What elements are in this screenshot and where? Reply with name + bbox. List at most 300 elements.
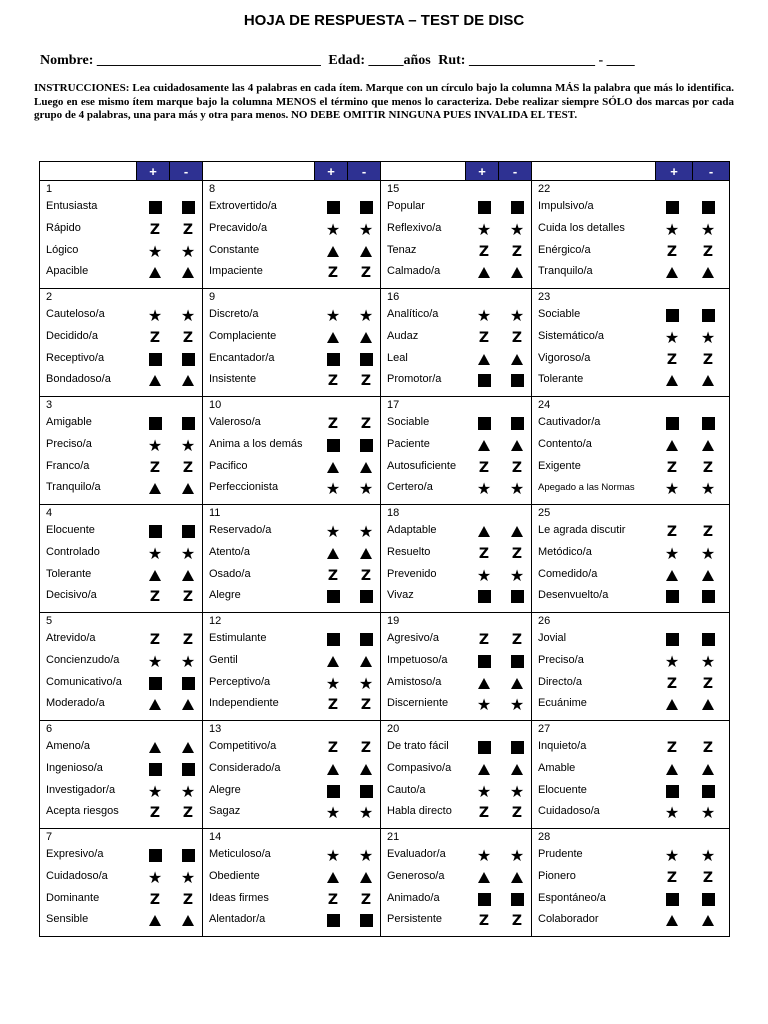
minus-square-icon[interactable] (509, 199, 525, 216)
minus-z-icon[interactable] (180, 891, 196, 908)
minus-square-icon[interactable] (180, 761, 196, 778)
minus-square-icon[interactable] (180, 847, 196, 864)
minus-star-icon[interactable] (700, 804, 716, 821)
plus-star-icon[interactable] (325, 523, 341, 540)
triangle-icon (182, 375, 194, 386)
plus-triangle-icon[interactable] (147, 372, 163, 389)
minus-star-icon[interactable] (509, 783, 525, 800)
minus-star-icon[interactable] (509, 567, 525, 584)
minus-z-icon[interactable] (509, 912, 525, 929)
minus-star-icon[interactable] (700, 653, 716, 670)
item-block-content (40, 613, 202, 720)
plus-triangle-icon[interactable] (664, 264, 680, 281)
plus-triangle-icon[interactable] (476, 264, 492, 281)
word-label: Franco/a (46, 460, 90, 472)
item-block (381, 289, 532, 397)
minus-square-icon[interactable] (180, 199, 196, 216)
minus-z-icon[interactable] (509, 329, 525, 346)
plus-star-icon[interactable] (476, 696, 492, 713)
square-icon (149, 525, 162, 538)
minus-star-icon[interactable] (180, 307, 196, 324)
minus-square-icon[interactable] (180, 523, 196, 540)
minus-square-icon[interactable] (700, 783, 716, 800)
minus-star-icon[interactable] (180, 545, 196, 562)
plus-star-icon[interactable] (476, 783, 492, 800)
plus-z-icon[interactable] (147, 588, 163, 605)
word-option (381, 651, 531, 672)
column-header-minus: - (693, 162, 730, 181)
minus-star-icon[interactable] (700, 329, 716, 346)
word-option (203, 845, 380, 866)
plus-triangle-icon[interactable] (147, 739, 163, 756)
minus-square-icon[interactable] (700, 891, 716, 908)
minus-star-icon[interactable] (509, 847, 525, 864)
star-icon: ★ (509, 781, 525, 801)
word-label: Desenvuelto/a (538, 589, 609, 601)
triangle-icon (702, 375, 714, 386)
rut-field[interactable]: Rut: __________________ - ____ (438, 53, 635, 68)
plus-square-icon[interactable] (147, 847, 163, 864)
plus-star-icon[interactable] (325, 480, 341, 497)
plus-triangle-icon[interactable] (476, 869, 492, 886)
word-option (40, 349, 202, 370)
item-block-content (381, 613, 531, 720)
plus-star-icon[interactable] (147, 783, 163, 800)
plus-triangle-icon[interactable] (147, 264, 163, 281)
minus-square-icon[interactable] (358, 199, 374, 216)
plus-z-icon[interactable] (664, 739, 680, 756)
plus-triangle-icon[interactable] (476, 761, 492, 778)
word-option (40, 737, 202, 758)
minus-triangle-icon[interactable] (509, 869, 525, 886)
minus-star-icon[interactable] (180, 653, 196, 670)
plus-triangle-icon[interactable] (147, 912, 163, 929)
minus-z-icon[interactable] (509, 631, 525, 648)
star-icon: ★ (325, 521, 341, 541)
z-icon: Z (511, 243, 523, 260)
minus-star-icon[interactable] (358, 675, 374, 692)
plus-z-icon[interactable] (664, 523, 680, 540)
plus-z-icon[interactable] (476, 243, 492, 260)
plus-triangle-icon[interactable] (664, 761, 680, 778)
minus-star-icon[interactable] (509, 307, 525, 324)
word-option (203, 241, 380, 262)
plus-z-icon[interactable] (476, 631, 492, 648)
minus-z-icon[interactable] (358, 415, 374, 432)
minus-triangle-icon[interactable] (700, 912, 716, 929)
minus-z-icon[interactable] (700, 675, 716, 692)
minus-square-icon[interactable] (509, 653, 525, 670)
minus-z-icon[interactable] (358, 891, 374, 908)
minus-triangle-icon[interactable] (509, 675, 525, 692)
plus-triangle-icon[interactable] (664, 696, 680, 713)
plus-star-icon[interactable] (664, 480, 680, 497)
plus-z-icon[interactable] (147, 891, 163, 908)
plus-triangle-icon[interactable] (147, 696, 163, 713)
minus-square-icon[interactable] (358, 783, 374, 800)
minus-star-icon[interactable] (700, 221, 716, 238)
plus-triangle-icon[interactable] (325, 869, 341, 886)
plus-square-icon[interactable] (664, 307, 680, 324)
word-option (532, 521, 729, 542)
item-number: 18 (387, 507, 400, 519)
star-icon: ★ (180, 651, 196, 671)
square-icon (666, 201, 679, 214)
plus-square-icon[interactable] (325, 588, 341, 605)
minus-z-icon[interactable] (509, 804, 525, 821)
minus-star-icon[interactable] (358, 307, 374, 324)
minus-triangle-icon[interactable] (358, 869, 374, 886)
minus-triangle-icon[interactable] (700, 264, 716, 281)
item-row-group (40, 181, 730, 289)
minus-star-icon[interactable] (509, 221, 525, 238)
item-block (381, 505, 532, 613)
plus-square-icon[interactable] (664, 588, 680, 605)
minus-square-icon[interactable] (509, 739, 525, 756)
word-label: Promotor/a (387, 373, 442, 385)
plus-z-icon[interactable] (664, 351, 680, 368)
plus-z-icon[interactable] (664, 675, 680, 692)
star-icon: ★ (180, 241, 196, 261)
plus-star-icon[interactable] (325, 221, 341, 238)
plus-triangle-icon[interactable] (325, 653, 341, 670)
plus-triangle-icon[interactable] (147, 480, 163, 497)
minus-triangle-icon[interactable] (509, 523, 525, 540)
item-block-content (381, 721, 531, 828)
star-icon: ★ (664, 478, 680, 498)
minus-triangle-icon[interactable] (180, 480, 196, 497)
minus-square-icon[interactable] (358, 631, 374, 648)
minus-square-icon[interactable] (700, 588, 716, 605)
plus-triangle-icon[interactable] (325, 243, 341, 260)
minus-square-icon[interactable] (358, 351, 374, 368)
word-option (40, 673, 202, 694)
minus-z-icon[interactable] (700, 243, 716, 260)
plus-z-icon[interactable] (476, 459, 492, 476)
minus-square-icon[interactable] (358, 588, 374, 605)
triangle-icon (666, 375, 678, 386)
word-label: Atento/a (209, 546, 250, 558)
minus-z-icon[interactable] (358, 372, 374, 389)
plus-square-icon[interactable] (147, 351, 163, 368)
minus-star-icon[interactable] (509, 696, 525, 713)
plus-z-icon[interactable] (325, 415, 341, 432)
word-label: Lógico (46, 244, 79, 256)
plus-z-icon[interactable] (476, 804, 492, 821)
word-label: Apegado a las Normas (538, 482, 635, 493)
plus-star-icon[interactable] (476, 307, 492, 324)
plus-triangle-icon[interactable] (664, 372, 680, 389)
minus-z-icon[interactable] (180, 588, 196, 605)
plus-triangle-icon[interactable] (325, 545, 341, 562)
plus-square-icon[interactable] (147, 675, 163, 692)
plus-star-icon[interactable] (147, 437, 163, 454)
plus-square-icon[interactable] (476, 588, 492, 605)
minus-square-icon[interactable] (180, 415, 196, 432)
word-option (40, 629, 202, 650)
plus-square-icon[interactable] (147, 199, 163, 216)
minus-square-icon[interactable] (180, 351, 196, 368)
plus-z-icon[interactable] (325, 739, 341, 756)
minus-triangle-icon[interactable] (700, 372, 716, 389)
plus-square-icon[interactable] (325, 912, 341, 929)
plus-square-icon[interactable] (664, 783, 680, 800)
minus-z-icon[interactable] (509, 243, 525, 260)
minus-z-icon[interactable] (700, 351, 716, 368)
minus-z-icon[interactable] (358, 264, 374, 281)
minus-star-icon[interactable] (358, 523, 374, 540)
plus-z-icon[interactable] (325, 372, 341, 389)
plus-star-icon[interactable] (147, 545, 163, 562)
column-header-plus: + (466, 162, 499, 181)
minus-z-icon[interactable] (180, 329, 196, 346)
plus-z-icon[interactable] (325, 891, 341, 908)
minus-star-icon[interactable] (180, 243, 196, 260)
plus-star-icon[interactable] (476, 480, 492, 497)
minus-triangle-icon[interactable] (509, 264, 525, 281)
plus-star-icon[interactable] (664, 545, 680, 562)
answer-grid (39, 161, 730, 937)
plus-star-icon[interactable] (664, 804, 680, 821)
plus-star-icon[interactable] (476, 567, 492, 584)
minus-triangle-icon[interactable] (509, 761, 525, 778)
z-icon: Z (511, 459, 523, 476)
word-label: Certero/a (387, 481, 433, 493)
minus-square-icon[interactable] (700, 415, 716, 432)
star-icon: ★ (700, 219, 716, 239)
minus-z-icon[interactable] (700, 739, 716, 756)
star-icon: ★ (509, 845, 525, 865)
triangle-icon (149, 699, 161, 710)
item-number: 6 (46, 723, 53, 735)
minus-star-icon[interactable] (358, 480, 374, 497)
word-label: Cuida los detalles (538, 222, 625, 234)
minus-triangle-icon[interactable] (358, 545, 374, 562)
minus-triangle-icon[interactable] (358, 243, 374, 260)
minus-triangle-icon[interactable] (180, 912, 196, 929)
plus-star-icon[interactable] (664, 329, 680, 346)
plus-z-icon[interactable] (664, 869, 680, 886)
minus-square-icon[interactable] (180, 675, 196, 692)
minus-z-icon[interactable] (180, 631, 196, 648)
plus-z-icon[interactable] (325, 264, 341, 281)
plus-square-icon[interactable] (476, 739, 492, 756)
word-label: Colaborador (538, 913, 599, 925)
plus-triangle-icon[interactable] (325, 329, 341, 346)
square-icon (478, 417, 491, 430)
plus-square-icon[interactable] (325, 199, 341, 216)
z-icon: Z (360, 264, 372, 281)
minus-star-icon[interactable] (700, 480, 716, 497)
plus-triangle-icon[interactable] (664, 912, 680, 929)
plus-square-icon[interactable] (476, 891, 492, 908)
plus-triangle-icon[interactable] (476, 523, 492, 540)
z-icon: Z (360, 415, 372, 432)
minus-star-icon[interactable] (358, 221, 374, 238)
plus-z-icon[interactable] (476, 545, 492, 562)
triangle-icon (511, 440, 523, 451)
minus-square-icon[interactable] (700, 307, 716, 324)
minus-square-icon[interactable] (700, 631, 716, 648)
minus-square-icon[interactable] (700, 199, 716, 216)
plus-square-icon[interactable] (325, 783, 341, 800)
plus-z-icon[interactable] (476, 912, 492, 929)
column-header-plus: + (315, 162, 348, 181)
minus-z-icon[interactable] (358, 696, 374, 713)
plus-z-icon[interactable] (147, 631, 163, 648)
minus-triangle-icon[interactable] (180, 567, 196, 584)
minus-z-icon[interactable] (700, 869, 716, 886)
plus-z-icon[interactable] (476, 329, 492, 346)
triangle-icon (149, 483, 161, 494)
plus-square-icon[interactable] (476, 415, 492, 432)
word-label: Leal (387, 352, 408, 364)
plus-square-icon[interactable] (476, 372, 492, 389)
plus-triangle-icon[interactable] (325, 761, 341, 778)
minus-triangle-icon[interactable] (700, 437, 716, 454)
plus-star-icon[interactable] (325, 675, 341, 692)
square-icon (327, 785, 340, 798)
plus-triangle-icon[interactable] (664, 567, 680, 584)
minus-triangle-icon[interactable] (180, 264, 196, 281)
plus-square-icon[interactable] (664, 199, 680, 216)
minus-triangle-icon[interactable] (358, 459, 374, 476)
nombre-field[interactable]: Nombre: ________________________________ (40, 53, 321, 68)
plus-square-icon[interactable] (664, 631, 680, 648)
minus-triangle-icon[interactable] (700, 696, 716, 713)
minus-triangle-icon[interactable] (700, 761, 716, 778)
plus-square-icon[interactable] (325, 437, 341, 454)
minus-square-icon[interactable] (358, 912, 374, 929)
minus-triangle-icon[interactable] (180, 739, 196, 756)
plus-star-icon[interactable] (325, 847, 341, 864)
plus-square-icon[interactable] (664, 891, 680, 908)
plus-z-icon[interactable] (147, 459, 163, 476)
word-option (532, 349, 729, 370)
plus-star-icon[interactable] (325, 804, 341, 821)
plus-square-icon[interactable] (147, 761, 163, 778)
minus-triangle-icon[interactable] (180, 696, 196, 713)
minus-star-icon[interactable] (700, 545, 716, 562)
plus-star-icon[interactable] (476, 847, 492, 864)
plus-star-icon[interactable] (147, 243, 163, 260)
item-row-group (40, 397, 730, 505)
plus-square-icon[interactable] (147, 415, 163, 432)
triangle-icon (666, 764, 678, 775)
plus-star-icon[interactable] (147, 869, 163, 886)
plus-star-icon[interactable] (476, 221, 492, 238)
item-block-content (203, 613, 380, 720)
minus-z-icon[interactable] (358, 567, 374, 584)
minus-triangle-icon[interactable] (358, 329, 374, 346)
plus-triangle-icon[interactable] (476, 351, 492, 368)
minus-triangle-icon[interactable] (358, 761, 374, 778)
plus-triangle-icon[interactable] (147, 567, 163, 584)
minus-triangle-icon[interactable] (358, 653, 374, 670)
word-option (203, 413, 380, 434)
item-number: 21 (387, 831, 400, 843)
plus-z-icon[interactable] (147, 329, 163, 346)
minus-z-icon[interactable] (700, 523, 716, 540)
plus-square-icon[interactable] (476, 653, 492, 670)
word-label: Agresivo/a (387, 632, 439, 644)
plus-square-icon[interactable] (325, 351, 341, 368)
plus-star-icon[interactable] (664, 653, 680, 670)
minus-triangle-icon[interactable] (700, 567, 716, 584)
minus-triangle-icon[interactable] (180, 372, 196, 389)
minus-square-icon[interactable] (509, 415, 525, 432)
plus-triangle-icon[interactable] (664, 437, 680, 454)
plus-star-icon[interactable] (325, 307, 341, 324)
minus-triangle-icon[interactable] (509, 351, 525, 368)
word-option (40, 802, 202, 823)
plus-z-icon[interactable] (147, 221, 163, 238)
item-number: 26 (538, 615, 551, 627)
minus-square-icon[interactable] (509, 588, 525, 605)
minus-square-icon[interactable] (509, 891, 525, 908)
minus-star-icon[interactable] (358, 847, 374, 864)
word-label: Bondadoso/a (46, 373, 111, 385)
minus-z-icon[interactable] (358, 739, 374, 756)
plus-z-icon[interactable] (325, 567, 341, 584)
plus-z-icon[interactable] (664, 459, 680, 476)
plus-square-icon[interactable] (476, 199, 492, 216)
minus-star-icon[interactable] (700, 847, 716, 864)
word-option (40, 457, 202, 478)
word-option (532, 457, 729, 478)
plus-z-icon[interactable] (325, 696, 341, 713)
plus-square-icon[interactable] (147, 523, 163, 540)
item-block (40, 505, 203, 613)
plus-star-icon[interactable] (664, 221, 680, 238)
plus-triangle-icon[interactable] (476, 675, 492, 692)
minus-z-icon[interactable] (700, 459, 716, 476)
plus-star-icon[interactable] (664, 847, 680, 864)
square-icon (511, 655, 524, 668)
plus-star-icon[interactable] (147, 653, 163, 670)
minus-star-icon[interactable] (180, 869, 196, 886)
minus-z-icon[interactable] (180, 221, 196, 238)
minus-star-icon[interactable] (180, 437, 196, 454)
minus-triangle-icon[interactable] (509, 437, 525, 454)
triangle-icon (149, 267, 161, 278)
minus-star-icon[interactable] (358, 804, 374, 821)
word-option (40, 327, 202, 348)
edad-field[interactable]: Edad: _____años (328, 53, 431, 68)
z-icon: Z (702, 869, 714, 886)
minus-z-icon[interactable] (180, 459, 196, 476)
minus-star-icon[interactable] (509, 480, 525, 497)
word-label: Pacifico (209, 460, 248, 472)
plus-star-icon[interactable] (147, 307, 163, 324)
minus-z-icon[interactable] (509, 459, 525, 476)
item-block-content (532, 397, 729, 504)
minus-square-icon[interactable] (509, 372, 525, 389)
plus-z-icon[interactable] (664, 243, 680, 260)
minus-star-icon[interactable] (180, 783, 196, 800)
item-block (203, 829, 381, 937)
minus-z-icon[interactable] (509, 545, 525, 562)
plus-square-icon[interactable] (325, 631, 341, 648)
plus-square-icon[interactable] (664, 415, 680, 432)
plus-triangle-icon[interactable] (325, 459, 341, 476)
minus-square-icon[interactable] (358, 437, 374, 454)
triangle-icon (327, 462, 339, 473)
plus-triangle-icon[interactable] (476, 437, 492, 454)
plus-z-icon[interactable] (147, 804, 163, 821)
item-block (381, 613, 532, 721)
minus-z-icon[interactable] (180, 804, 196, 821)
